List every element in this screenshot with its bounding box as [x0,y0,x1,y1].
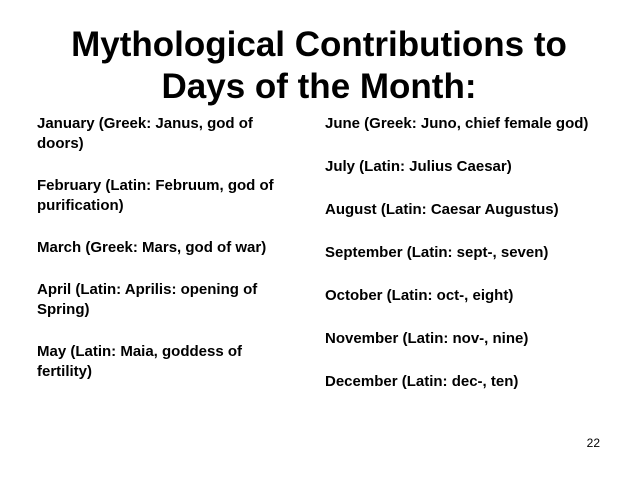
month-item-august: August (Latin: Caesar Augustus) [325,201,559,218]
title-line-2: Days of the Month: [161,67,477,106]
month-item-december: December (Latin: dec-, ten) [325,373,519,390]
page-number: 22 [586,436,600,450]
month-item-february: February (Latin: Februum, god of purification) [37,177,274,214]
right-month-list [325,114,610,415]
month-item-september: September (Latin: sept-, seven) [325,244,549,261]
month-item-june: June (Greek: Juno, chief female god) [325,115,589,132]
month-item-october: October (Latin: oct-, eight) [325,287,514,304]
slide-title [20,24,618,108]
month-item-march: March (Greek: Mars, god of war) [37,239,267,256]
month-item-may: May (Latin: Maia, goddess of fertility) [37,343,243,380]
left-month-list [37,114,297,404]
month-item-november: November (Latin: nov-, nine) [325,330,529,347]
month-item-april: April (Latin: Aprilis: opening of Spring) [37,281,258,318]
title-line-1: Mythological Contributions to [71,25,567,64]
month-item-january: January (Greek: Janus, god of doors) [37,115,253,152]
month-item-july: July (Latin: Julius Caesar) [325,158,512,175]
